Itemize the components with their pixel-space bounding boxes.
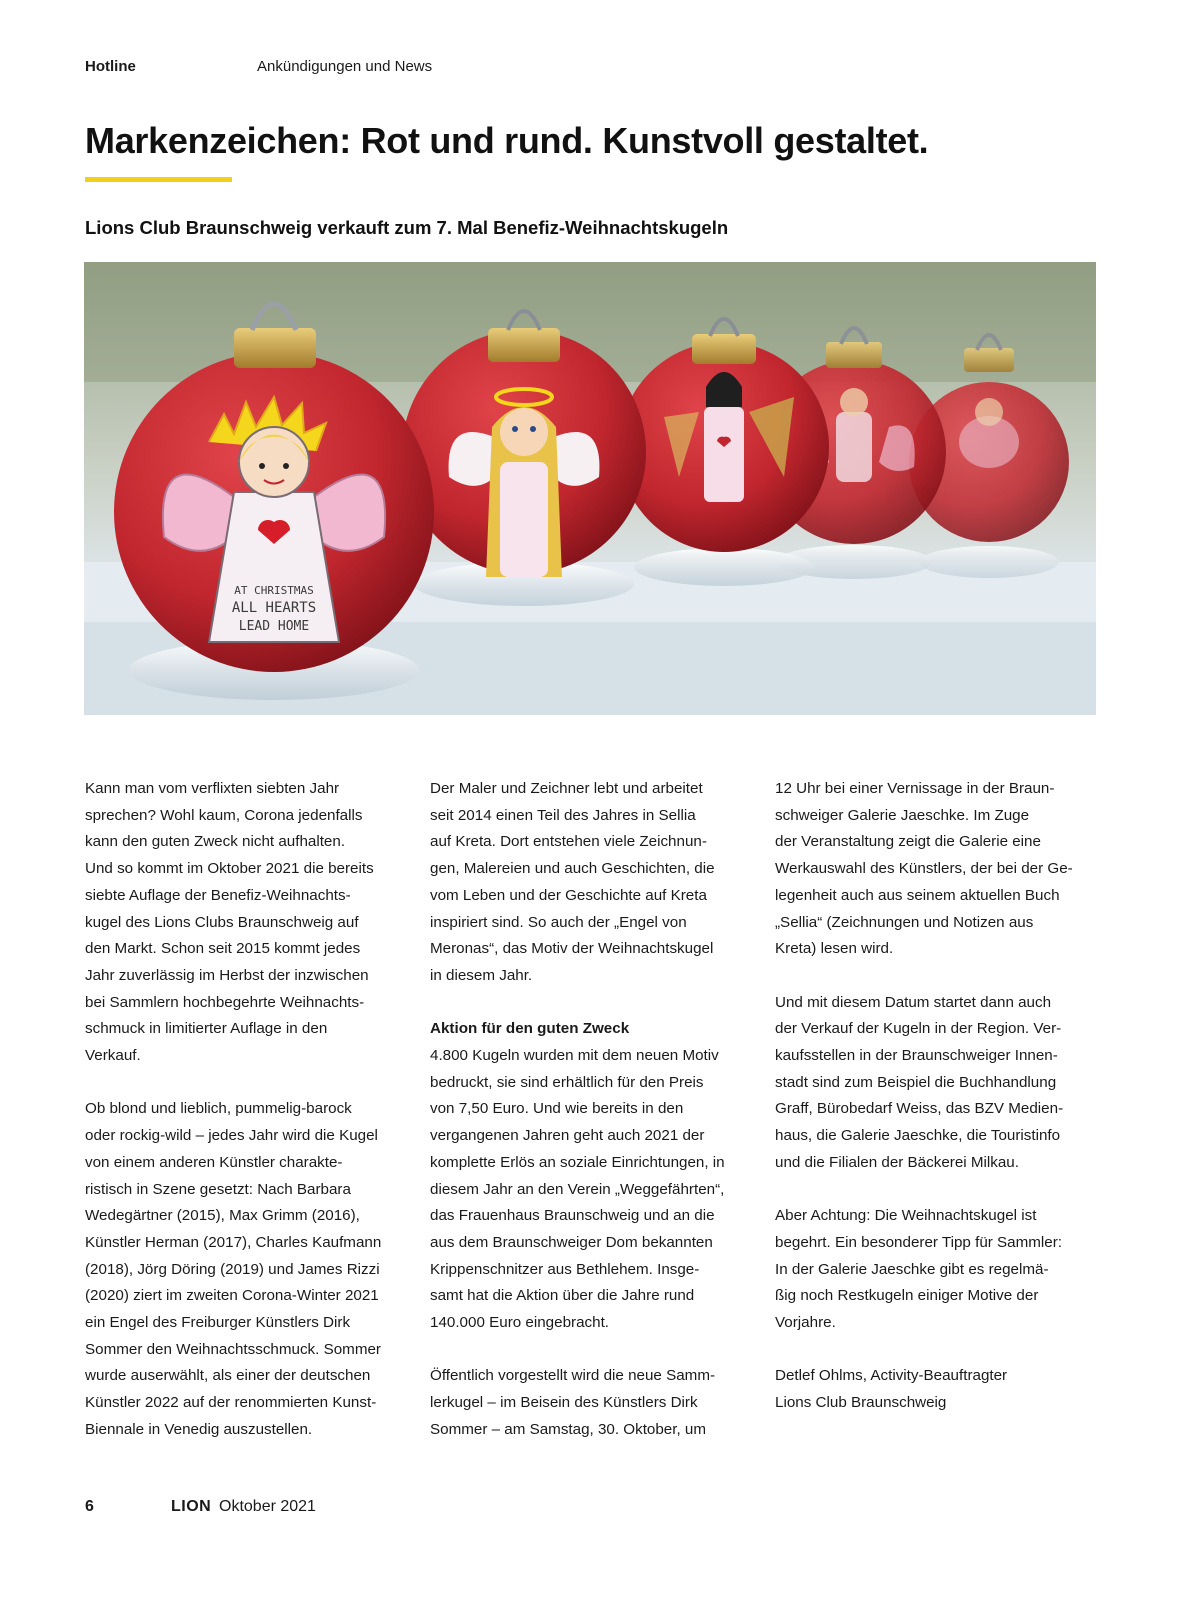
paragraph: Ob blond und lieblich, pummelig-barock oder rockig-wild – jedes Jahr wird die Kugel von einem anderen Künstler charakte- ristisch in Szene gesetzt: Nach Barbara Wedegärtner (2015), Max Grimm (2016), Künstler Herman (2017), Charles Kaufmann (2018), Jörg Döring (2019) und James Rizzi (2020) ziert im zweiten Corona-Winter 2021 ein Engel des Freiburger Künstlers Dirk Sommer den Weihnachtsschmuck. Sommer wurde auserwählt, als einer der deutschen Künstler 2022 auf der renommierten Kunst- Biennale in Venedig auszustellen. [85,1100,382,1438]
paragraph: Aber Achtung: Die Weihnachtskugel ist begehrt. Ein besonderer Tipp für Sammler: In der Galerie Jaeschke gibt es regelmä- ßig noch Restkugeln einiger Motive der Vorjahre. [775,1207,1063,1332]
paragraph: Der Maler und Zeichner lebt und arbeitet seit 2014 einen Teil des Jahres in Sellia auf Kreta. Dort entstehen viele Zeichnun- gen, Malereien und auch Geschichten, die vom Leben und der Geschichte auf Kreta inspiriert sind. So auch der „Engel von Meronas“, das Motiv der Weihnachtskugel in diesem Jahr. [430,780,715,984]
column-3 [775,776,1100,1444]
subsection-label: Ankündigungen und News [257,58,433,75]
paragraph: Öffentlich vorgestellt wird die neue Samm- lerkugel – im Beisein des Künstlers Dirk Sommer – am Samstag, 30. Oktober, um [430,1367,716,1438]
section-heading: Aktion für den guten Zweck [430,1020,630,1038]
column-2 [430,776,750,1470]
ornament-text-line-3: LEAD HOME [238,619,310,634]
author-signature: Detlef Ohlms, Activity-Beauftragter Lions Club Braunschweig [775,1367,1008,1412]
issue-date: Oktober 2021 [219,1498,316,1515]
paragraph: 12 Uhr bei einer Vernissage in der Braun- schweiger Galerie Jaeschke. Im Zuge der Veranstaltung zeigt die Galerie eine Werkauswahl des Künstlers, der bei der Ge- legenheit auch aus seinem aktuellen Buch „Sellia“ (Zeichnungen und Notizen aus Kreta) lesen wird. [775,780,1073,958]
ornament-text-line-1: AT CHRISTMAS [234,584,314,597]
article-subtitle: Lions Club Braunschweig verkauft zum 7. Mal Benefiz-Weihnachtskugeln [85,217,729,238]
section-label: Hotline [85,58,136,75]
christmas-ornaments-photo [84,262,1096,715]
paragraph: 4.800 Kugeln wurden mit dem neuen Motiv bedruckt, sie sind erhältlich für den Preis von 7,50 Euro. Und wie bereits in den vergangenen Jahren geht auch 2021 der komplette Erlös an soziale Einrichtungen, in diesem Jahr an den Verein „Weggefährten“, das Frauenhaus Braunschweig und an die aus dem Braunschweiger Dom bekannten Krippenschnitzer aus Bethlehem. Insge- samt hat die Aktion über die Jahre rund 140.000 Euro eingebracht. [430,1047,725,1332]
magazine-name: LION [171,1498,212,1515]
title-accent-rule [85,177,232,182]
paragraph: Und mit diesem Datum startet dann auch der Verkauf der Kugeln in der Region. Ver- kaufsstellen in der Braunschweiger Innen- stadt sind zum Beispiel die Buchhandlung Graff, Bürobedarf Weiss, das BZV Medien- haus, die Galerie Jaeschke, die Touristinfo und die Filialen der Bäckerei Milkau. [775,993,1064,1171]
page-number: 6 [85,1498,94,1515]
article-title: Markenzeichen: Rot und rund. Kunstvoll gestaltet. [85,120,929,161]
paragraph: Kann man vom verflixten siebten Jahr sprechen? Wohl kaum, Corona jedenfalls kann den guten Zweck nicht aufhalten. Und so kommt im Oktober 2021 die bereits siebte Auflage der Benefiz-Weihnachts- kugel des Lions Clubs Braunschweig auf den Markt. Schon seit 2015 kommt jedes Jahr zuverlässig im Herbst der inzwischen bei Sammlern hochbegehrte Weihnachts- schmuck in limitierter Auflage in den Verkauf. [85,780,374,1065]
column-1 [85,776,405,1470]
ornament-text-line-2: ALL HEARTS [231,600,317,616]
